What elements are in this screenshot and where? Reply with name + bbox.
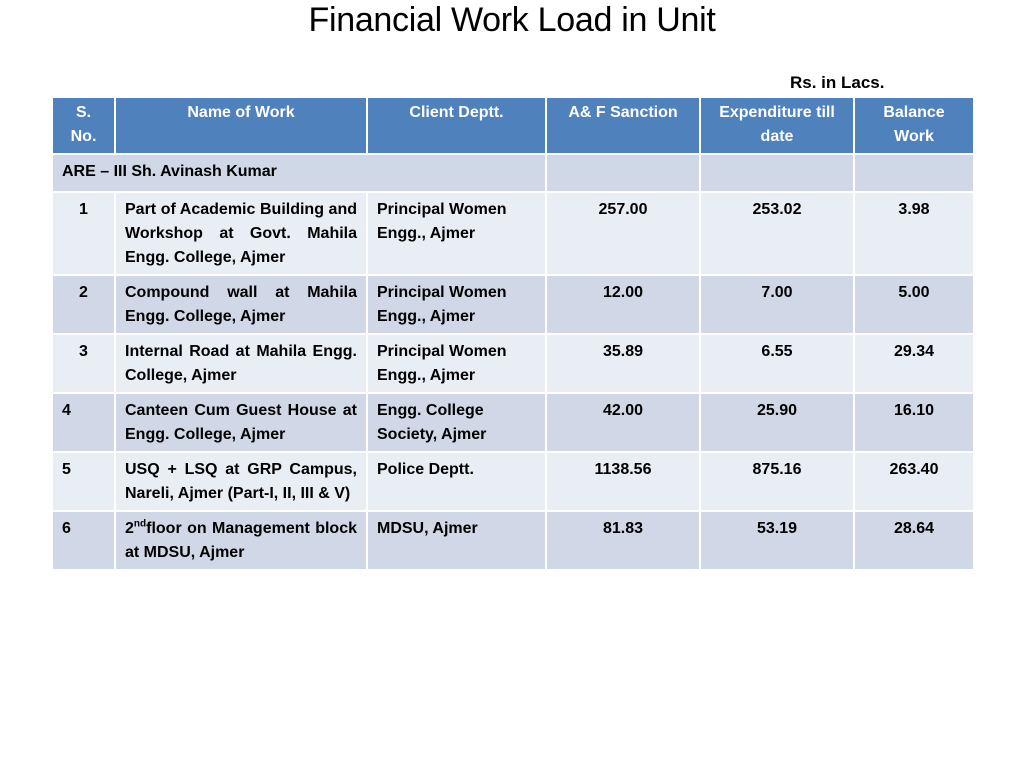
cell-balance: 29.34 (854, 334, 974, 393)
cell-sanction: 42.00 (546, 393, 700, 452)
name-ordinal-suffix: nd (133, 518, 147, 530)
header-expenditure: Expenditure till date (700, 97, 854, 154)
cell-sanction: 257.00 (546, 192, 700, 275)
group-row (52, 154, 974, 192)
cell-client: Principal Women Engg., Ajmer (367, 275, 546, 334)
cell-name-of-work: USQ + LSQ at GRP Campus, Nareli, Ajmer (Part-I, II, III & V) (115, 452, 367, 511)
cell-sanction: 35.89 (546, 334, 700, 393)
cell-client: MDSU, Ajmer (367, 511, 546, 570)
cell-expenditure: 6.55 (700, 334, 854, 393)
cell-balance: 3.98 (854, 192, 974, 275)
cell-name-of-work (115, 511, 367, 570)
cell-sanction: 12.00 (546, 275, 700, 334)
cell-expenditure: 253.02 (700, 192, 854, 275)
cell-sno: 1 (52, 192, 115, 275)
header-af-sanction: A& F Sanction (546, 97, 700, 154)
cell-expenditure: 53.19 (700, 511, 854, 570)
cell-sno: 2 (52, 275, 115, 334)
cell-sanction: 1138.56 (546, 452, 700, 511)
table-header-row (52, 97, 974, 154)
group-empty-cell (854, 154, 974, 192)
header-client-deptt: Client Deptt. (367, 97, 546, 154)
slide-title: Financial Work Load in Unit (308, 1, 716, 39)
cell-sno: 5 (52, 452, 115, 511)
units-note: Rs. in Lacs. (790, 73, 885, 92)
cell-sno: 3 (52, 334, 115, 393)
name-ordinal: 2 (125, 520, 134, 537)
work-load-table (51, 96, 975, 571)
cell-balance: 16.10 (854, 393, 974, 452)
group-label: ARE – III Sh. Avinash Kumar (52, 154, 546, 192)
cell-sno: 4 (52, 393, 115, 452)
cell-expenditure: 875.16 (700, 452, 854, 511)
cell-expenditure: 7.00 (700, 275, 854, 334)
header-balance-work: Balance Work (854, 97, 974, 154)
name-rest: floor on Management block at MDSU, Ajmer (125, 520, 357, 561)
table-row (52, 511, 974, 570)
cell-name-of-work: Compound wall at Mahila Engg. College, Ajmer (115, 275, 367, 334)
cell-name-of-work: Canteen Cum Guest House at Engg. College, Ajmer (115, 393, 367, 452)
table-row (52, 452, 974, 511)
cell-client: Principal Women Engg., Ajmer (367, 192, 546, 275)
cell-client: Principal Women Engg., Ajmer (367, 334, 546, 393)
cell-client: Police Deptt. (367, 452, 546, 511)
group-empty-cell (700, 154, 854, 192)
cell-name-of-work: Part of Academic Building and Workshop at Govt. Mahila Engg. College, Ajmer (115, 192, 367, 275)
cell-name-of-work: Internal Road at Mahila Engg. College, Ajmer (115, 334, 367, 393)
header-sno: S. No. (52, 97, 115, 154)
cell-sno: 6 (52, 511, 115, 570)
table-row (52, 275, 974, 334)
table-row (52, 192, 974, 275)
cell-client: Engg. College Society, Ajmer (367, 393, 546, 452)
cell-expenditure: 25.90 (700, 393, 854, 452)
group-empty-cell (546, 154, 700, 192)
cell-sanction: 81.83 (546, 511, 700, 570)
header-name-of-work: Name of Work (115, 97, 367, 154)
cell-balance: 28.64 (854, 511, 974, 570)
cell-balance: 5.00 (854, 275, 974, 334)
table-row (52, 393, 974, 452)
cell-balance: 263.40 (854, 452, 974, 511)
table-row (52, 334, 974, 393)
